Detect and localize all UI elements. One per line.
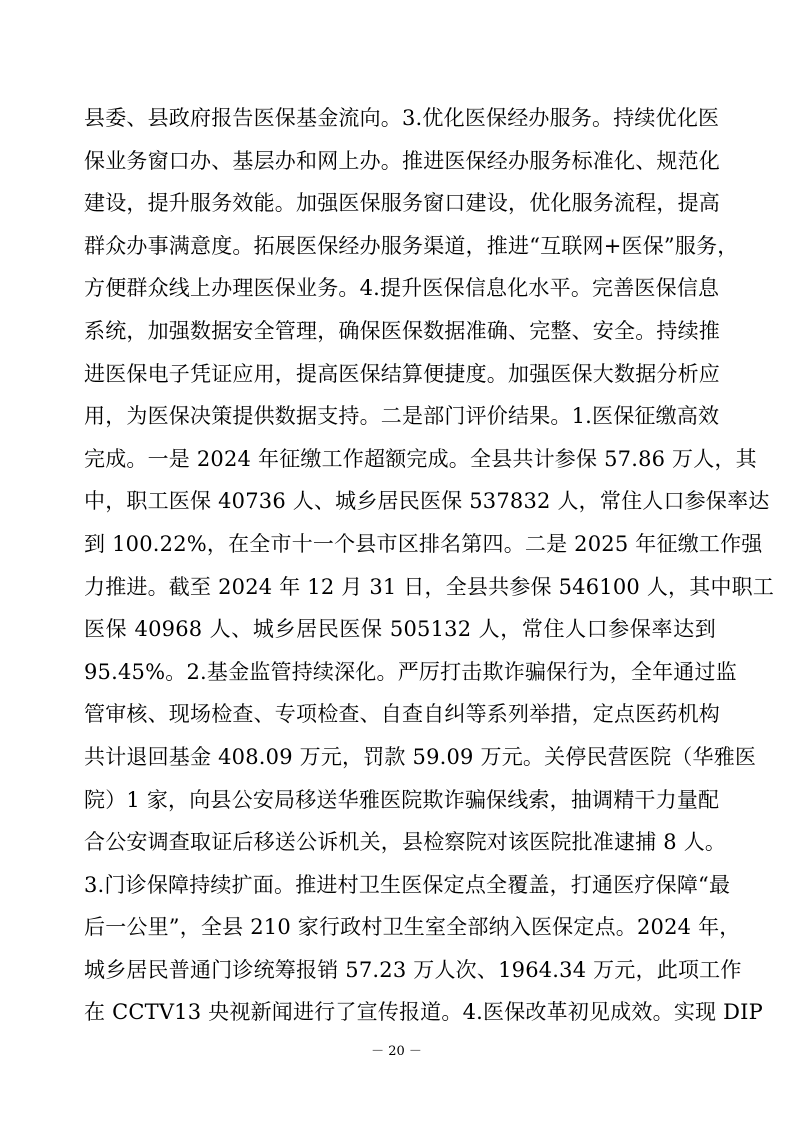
text-line: 用，为医保决策提供数据支持。二是部门评价结果。1.医保征缴高效: [84, 404, 720, 429]
body-text: [84, 97, 775, 1034]
text-line: 共计退回基金 408.09 万元，罚款 59.09 万元。关停民营医院（华雅医: [84, 744, 757, 769]
text-line: 完成。一是 2024 年征缴工作超额完成。全县共计参保 57.86 万人，其: [84, 446, 757, 471]
text-line: 力推进。截至 2024 年 12 月 31 日，全县共参保 546100 人，其中职工: [84, 574, 775, 599]
text-line: 中，职工医保 40736 人、城乡居民医保 537832 人，常住人口参保率达: [84, 489, 770, 514]
text-line: 县委、县政府报告医保基金流向。3.优化医保经办服务。持续优化医: [84, 106, 720, 130]
text-line: 合公安调查取证后移送公诉机关，县检察院对该医院批准逮捕 8 人。: [84, 830, 727, 855]
text-line: 到 100.22%，在全市十一个县市区排名第四。二是 2025 年征缴工作强: [84, 531, 763, 556]
text-line: 95.45%。2.基金监管持续深化。严厉打击欺诈骗保行为，全年通过监: [84, 659, 737, 684]
text-line: 方便群众线上办理医保业务。4.提升医保信息化水平。完善医保信息: [84, 276, 720, 301]
text-line: 后一公里”，全县 210 家行政村卫生室全部纳入医保定点。2024 年，: [84, 915, 741, 940]
text-line: 群众办事满意度。拓展医保经办服务渠道，推进“互联网+医保”服务，: [84, 233, 739, 258]
page-number: － 20 －: [371, 1044, 422, 1059]
text-line: 进医保电子凭证应用，提高医保结算便捷度。加强医保大数据分析应: [84, 361, 720, 386]
text-line: 3.门诊保障持续扩面。推进村卫生医保定点全覆盖，打通医疗保障“最: [84, 872, 731, 897]
text-line: 系统，加强数据安全管理，确保医保数据准确、完整、安全。持续推: [84, 318, 720, 343]
text-line: 在 CCTV13 央视新闻进行了宣传报道。4.医保改革初见成效。实现 DIP: [84, 1000, 763, 1025]
text-line: 管审核、现场检查、专项检查、自查自纠等系列举措，定点医药机构: [84, 702, 720, 727]
text-line: 医保 40968 人、城乡居民医保 505132 人，常住人口参保率达到: [84, 617, 716, 642]
text-line: 院）1 家，向县公安局移送华雅医院欺诈骗保线索，抽调精干力量配: [84, 787, 720, 812]
text-line: 保业务窗口办、基层办和网上办。推进医保经办服务标准化、规范化: [84, 148, 720, 173]
text-line: 城乡居民普通门诊统筹报销 57.23 万人次、1964.34 万元，此项工作: [84, 957, 742, 982]
text-line: 建设，提升服务效能。加强医保服务窗口建设，优化服务流程，提高: [84, 191, 720, 216]
